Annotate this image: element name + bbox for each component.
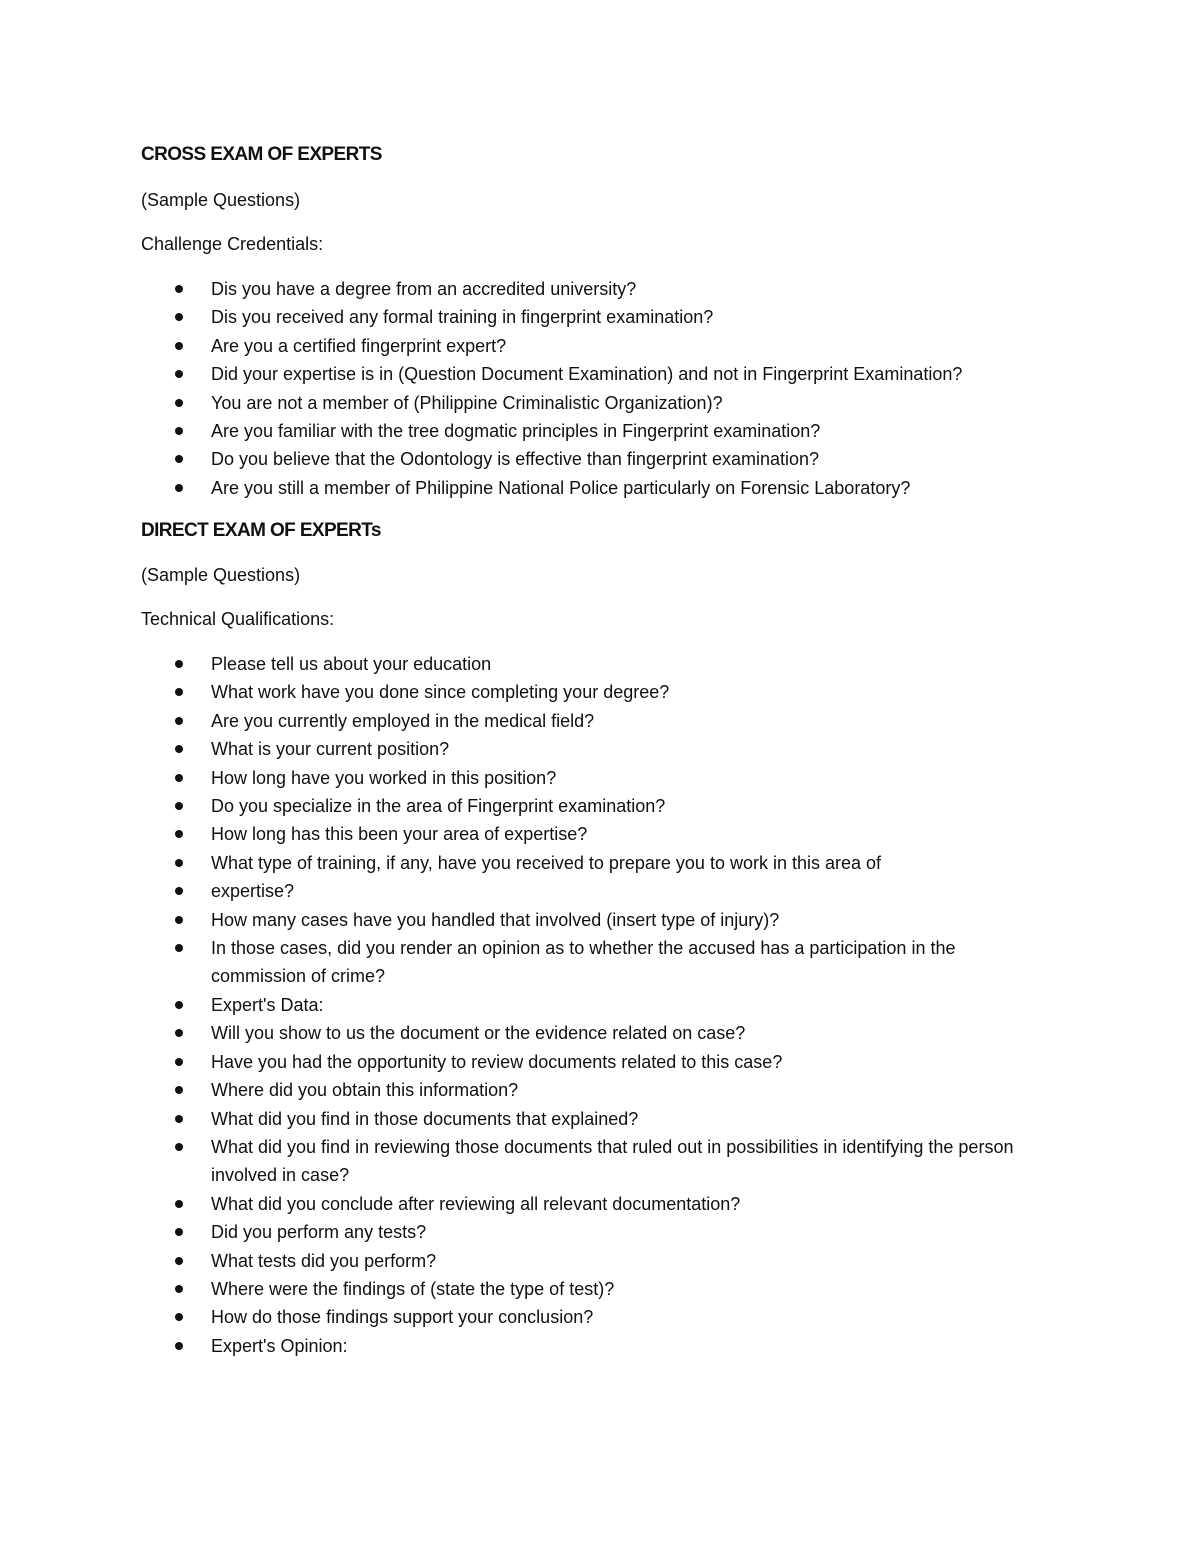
cross-exam-question-list <box>0 275 962 502</box>
bullet-icon <box>175 1058 183 1066</box>
bullet-icon <box>175 1115 183 1123</box>
bullet-icon <box>175 1143 183 1151</box>
list-item <box>0 678 1046 706</box>
list-item <box>0 417 962 445</box>
list-item <box>0 1275 1046 1303</box>
list-item <box>0 474 962 502</box>
list-item <box>0 991 1046 1019</box>
bullet-icon <box>175 1228 183 1236</box>
list-item <box>0 303 962 331</box>
question-text: Are you currently employed in the medical field? <box>211 710 595 731</box>
list-item <box>0 906 1046 934</box>
bullet-icon <box>175 830 183 838</box>
list-item <box>0 707 1046 735</box>
list-item <box>0 275 962 303</box>
question-text: What is your current position? <box>211 739 450 760</box>
bullet-icon <box>175 1313 183 1321</box>
list-item <box>0 360 962 388</box>
question-text: What tests did you perform? <box>211 1250 437 1271</box>
list-item <box>0 934 1046 991</box>
list-item <box>0 332 962 360</box>
list-item <box>0 764 1046 792</box>
list-item <box>0 650 1046 678</box>
question-text: What type of training, if any, have you received to prepare you to work in this area of <box>211 852 882 873</box>
bullet-icon <box>175 370 183 378</box>
bullet-icon <box>175 1342 183 1350</box>
list-item <box>0 1332 1046 1360</box>
question-text: Are you a certified fingerprint expert? <box>211 335 507 356</box>
bullet-icon <box>175 484 183 492</box>
question-text: Expert's Opinion: <box>211 1335 348 1356</box>
cross-exam-title: CROSS EXAM OF EXPERTS <box>141 144 382 165</box>
bullet-icon <box>175 859 183 867</box>
challenge-credentials-label: Challenge Credentials: <box>141 234 324 254</box>
bullet-icon <box>175 660 183 668</box>
bullet-icon <box>175 1285 183 1293</box>
list-item <box>0 1048 1046 1076</box>
list-item <box>0 1303 1046 1331</box>
bullet-icon <box>175 285 183 293</box>
bullet-icon <box>175 916 183 924</box>
question-text: Where were the findings of (state the type of test)? <box>211 1278 615 1299</box>
cross-exam-subtitle: (Sample Questions) <box>141 190 301 210</box>
list-item <box>0 1190 1046 1218</box>
bullet-icon <box>175 1200 183 1208</box>
question-text: Please tell us about your education <box>211 654 492 674</box>
list-item <box>0 1247 1046 1275</box>
question-text: Dis you have a degree from an accredited university? <box>211 279 637 299</box>
list-item <box>0 849 1046 877</box>
list-item <box>0 445 962 473</box>
question-text: What did you find in reviewing those documents that ruled out in possibilities in identifying the person involved in case? <box>211 1136 1014 1186</box>
list-item <box>0 877 1046 905</box>
question-text: Did your expertise is in (Question Document Examination) and not in Fingerprint Examination? <box>211 364 963 385</box>
bullet-icon <box>175 313 183 321</box>
list-item <box>0 1019 1046 1047</box>
question-text: Will you show to us the document or the evidence related on case? <box>211 1023 746 1044</box>
bullet-icon <box>175 688 183 696</box>
question-text: Do you specialize in the area of Fingerprint examination? <box>211 796 666 817</box>
question-text: How do those findings support your conclusion? <box>211 1307 594 1328</box>
question-text: What work have you done since completing your degree? <box>211 682 670 703</box>
direct-exam-title: DIRECT EXAM OF EXPERTs <box>141 520 381 541</box>
direct-exam-subtitle: (Sample Questions) <box>141 565 301 585</box>
list-item <box>0 820 1046 848</box>
question-text: Expert's Data: <box>211 994 324 1015</box>
bullet-icon <box>175 1257 183 1265</box>
question-text: expertise? <box>211 881 295 902</box>
list-item <box>0 1105 1046 1133</box>
bullet-icon <box>175 455 183 463</box>
bullet-icon <box>175 1029 183 1037</box>
question-text: Have you had the opportunity to review documents related to this case? <box>211 1051 783 1072</box>
bullet-icon <box>175 1086 183 1094</box>
list-item <box>0 792 1046 820</box>
question-text: In those cases, did you render an opinion as to whether the accused has a participation in the commission of crime? <box>211 938 956 987</box>
list-item <box>0 1076 1046 1104</box>
bullet-icon <box>175 427 183 435</box>
technical-qualifications-label: Technical Qualifications: <box>141 609 335 629</box>
bullet-icon <box>175 774 183 782</box>
bullet-icon <box>175 717 183 725</box>
question-text: What did you conclude after reviewing all relevant documentation? <box>211 1193 741 1214</box>
bullet-icon <box>175 745 183 753</box>
bullet-icon <box>175 399 183 407</box>
question-text: Did you perform any tests? <box>211 1222 427 1243</box>
list-item <box>0 1218 1046 1246</box>
question-text: Where did you obtain this information? <box>211 1080 519 1101</box>
bullet-icon <box>175 342 183 350</box>
question-text: Do you believe that the Odontology is effective than fingerprint examination? <box>211 449 820 470</box>
bullet-icon <box>175 1001 183 1009</box>
list-item <box>0 735 1046 763</box>
question-text: What did you find in those documents that explained? <box>211 1108 639 1129</box>
bullet-icon <box>175 802 183 810</box>
bullet-icon <box>175 887 183 895</box>
question-text: How long have you worked in this position? <box>211 767 557 788</box>
list-item <box>0 1133 1046 1190</box>
bullet-icon <box>175 944 183 952</box>
question-text: How many cases have you handled that involved (insert type of injury)? <box>211 909 780 930</box>
question-text: Dis you received any formal training in fingerprint examination? <box>211 307 714 328</box>
list-item <box>0 389 962 417</box>
direct-exam-question-list <box>0 650 1046 1360</box>
question-text: How long has this been your area of expertise? <box>211 824 588 845</box>
question-text: Are you still a member of Philippine National Police particularly on Forensic Laboratory? <box>211 477 911 498</box>
question-text: You are not a member of (Philippine Criminalistic Organization)? <box>211 392 723 413</box>
question-text: Are you familiar with the tree dogmatic principles in Fingerprint examination? <box>211 421 821 442</box>
